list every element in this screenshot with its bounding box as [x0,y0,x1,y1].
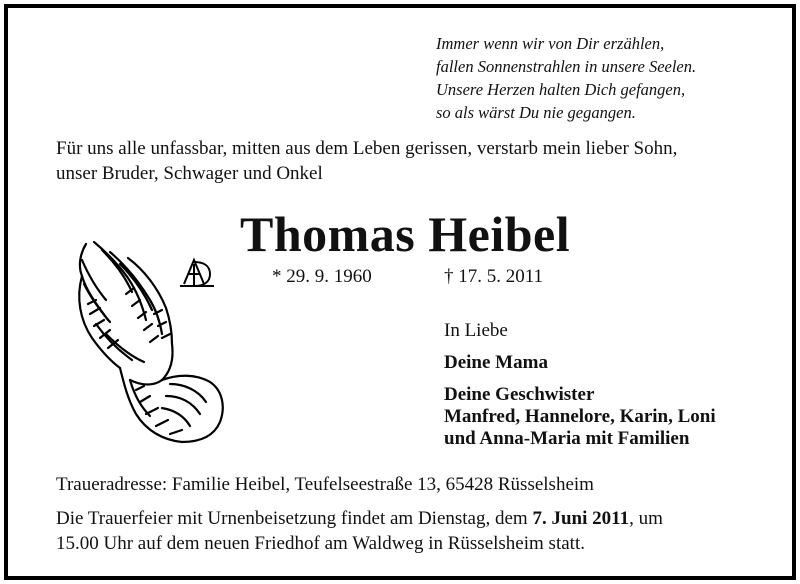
praying-hands-icon [66,234,236,448]
mourning-address: Traueradresse: Familie Heibel, Teufelseestraße 13, 65428 Rüsselsheim [56,474,594,495]
intro-line: Für uns alle unfassbar, mitten aus dem Leben gerissen, verstarb mein lieber Sohn, [56,138,678,159]
poem-line: Unsere Herzen halten Dich gefangen, [436,80,686,99]
service-date: 7. Juni 2011 [532,508,630,529]
siblings-names-cont: und Anna-Maria mit Familien [444,428,690,449]
poem-line: Immer wenn wir von Dir erzählen, [436,34,665,53]
poem [436,32,776,124]
intro-text [56,136,768,186]
service-text-part: Die Trauerfeier mit Urnenbeisetzung findet am Dienstag, dem [56,508,528,529]
siblings-title: Deine Geschwister [444,384,595,405]
mourners-intro: In Liebe [444,320,508,341]
intro-line: unser Bruder, Schwager und Onkel [56,163,323,184]
death-date: † 17. 5. 2011 [444,266,544,287]
siblings-names: Manfred, Hannelore, Karin, Loni [444,406,716,427]
service-notice [56,506,768,556]
deceased-name: Thomas Heibel [240,206,571,262]
service-text-tail: , um [629,508,663,529]
poem-line: so als wärst Du nie gegangen. [436,103,636,122]
mourner-mother: Deine Mama [444,352,548,373]
birth-date: * 29. 9. 1960 [272,266,372,287]
monogram-icon [180,260,214,286]
mourners-block [444,320,774,450]
obituary-card [4,4,796,580]
service-text-line2: 15.00 Uhr auf dem neuen Friedhof am Waldweg in Rüsselsheim statt. [56,533,585,554]
poem-line: fallen Sonnenstrahlen in unsere Seelen. [436,57,697,76]
service-text [56,506,663,531]
